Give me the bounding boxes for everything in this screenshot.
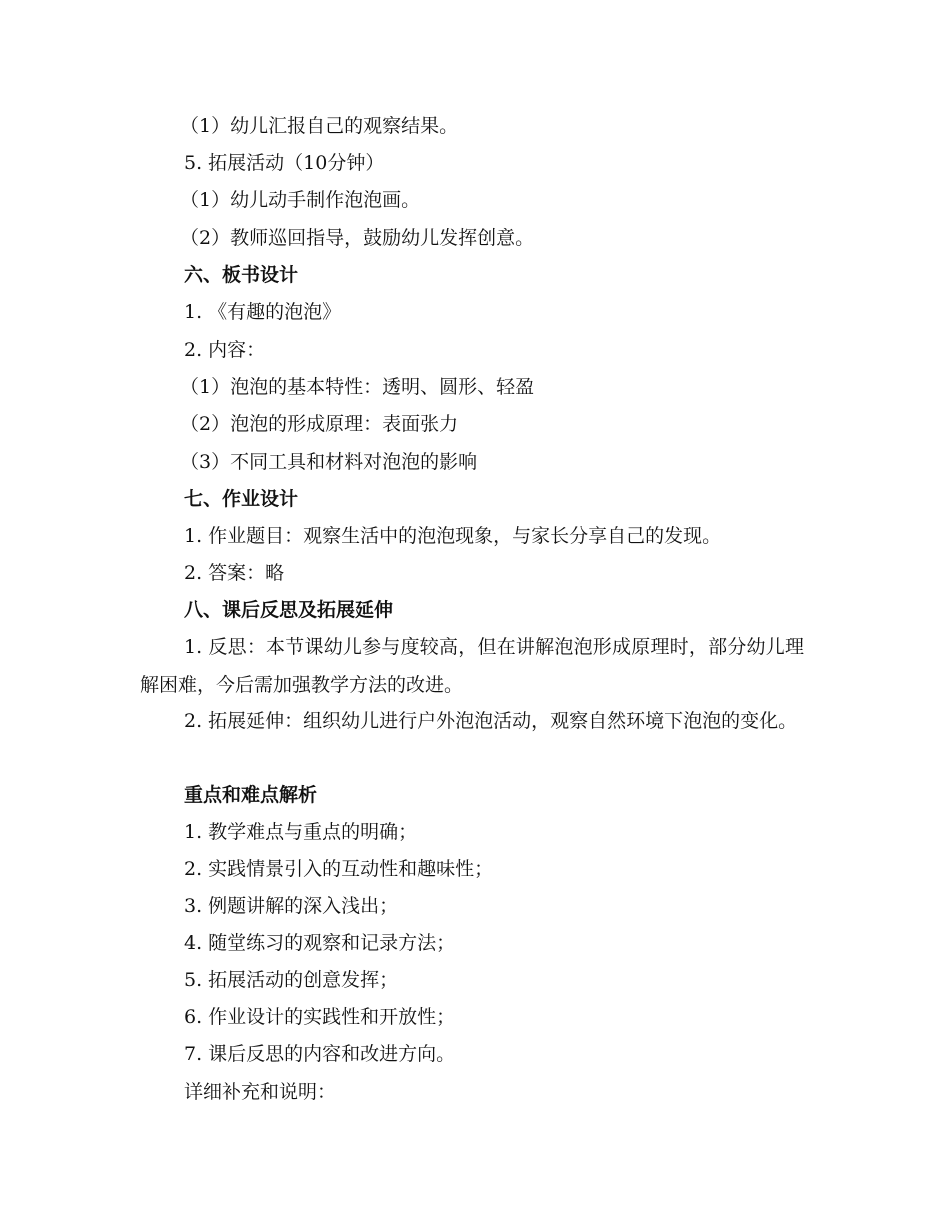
key-point-item: 7. 课后反思的内容和改进方向。 [184,1043,456,1065]
key-point-item: 6. 作业设计的实践性和开放性； [184,1006,456,1028]
board-title-item: 1. 《有趣的泡泡》 [184,301,342,323]
key-point-item: 5. 拓展活动的创意发挥； [184,969,399,991]
section-heading-reflection: 八、课后反思及拓展延伸 [184,599,394,621]
homework-topic-item: 1. 作业题目：观察生活中的泡泡现象，与家长分享自己的发现。 [184,525,722,547]
key-point-item: 3. 例题讲解的深入浅出； [184,895,399,917]
homework-answer-item: 2. 答案：略 [184,562,285,584]
section-heading-key-points: 重点和难点解析 [184,784,318,806]
report-observation-item: （1）幼儿汇报自己的观察结果。 [180,115,459,137]
extension-paragraph: 2. 拓展延伸：组织幼儿进行户外泡泡活动，观察自然环境下泡泡的变化。 [184,710,798,732]
key-point-item: 1. 教学难点与重点的明确； [184,821,418,843]
section-heading-board-design: 六、板书设计 [184,264,299,286]
extension-activity-item: 5. 拓展活动（10分钟） [184,152,385,174]
bubble-properties-item: （1）泡泡的基本特性：透明、圆形、轻盈 [180,376,535,398]
key-point-item: 4. 随堂练习的观察和记录方法； [184,932,456,954]
reflection-paragraph: 1. 反思：本节课幼儿参与度较高，但在讲解泡泡形成原理时，部分幼儿理解困难，今后需加强教学方法的改进。 [140,636,804,696]
supplement-heading: 详细补充和说明： [184,1081,337,1103]
section-heading-homework: 七、作业设计 [184,488,299,510]
teacher-guidance-item: （2）教师巡回指导，鼓励幼儿发挥创意。 [180,227,535,249]
make-bubble-painting-item: （1）幼儿动手制作泡泡画。 [180,189,421,211]
tools-materials-item: （3）不同工具和材料对泡泡的影响 [180,451,478,473]
key-point-item: 2. 实践情景引入的互动性和趣味性； [184,858,494,880]
bubble-principle-item: （2）泡泡的形成原理：表面张力 [180,413,459,435]
board-content-item: 2. 内容： [184,339,266,361]
